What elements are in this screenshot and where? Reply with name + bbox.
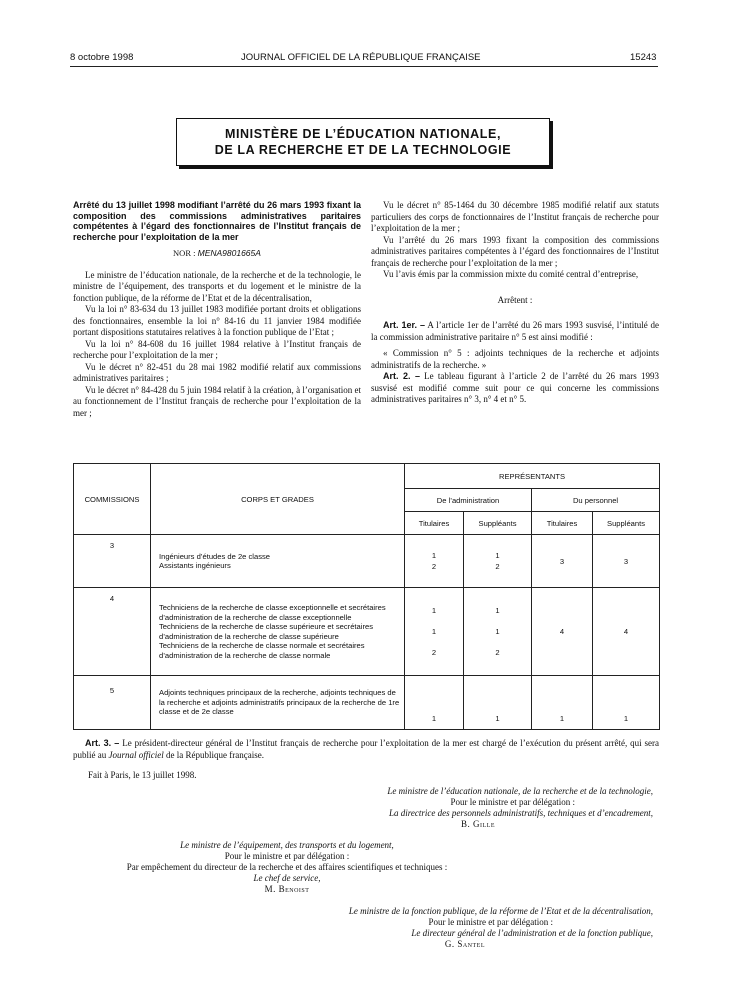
admin-suppleants-cell [464, 535, 532, 588]
table-header-row [74, 464, 660, 489]
header-journal-title: JOURNAL OFFICIEL DE LA RÉPUBLIQUE FRANÇAISE [241, 52, 481, 63]
arrete-title: Arrêté du 13 juillet 1998 modifiant l’arrêté du 26 mars 1993 fixant la composition des commissions administratives paritaires compétentes à l’égard des fonctionnaires de l’Institut français de recherche pour l’exploitation de la mer [73, 200, 361, 242]
table-row [74, 535, 660, 588]
signature-block-2 [72, 840, 502, 895]
ministry-line-2: DE LA RECHERCHE ET DE LA TECHNOLOGIE [214, 143, 512, 157]
journal-officiel: Journal officiel [108, 749, 164, 760]
value: 2 [495, 648, 500, 657]
visa-paragraph: Vu le décret n° 82-451 du 28 mai 1982 modifié relatif aux commissions administratives paritaires ; [73, 361, 361, 383]
header-personnel: Du personnel [532, 489, 660, 512]
article-3-text: Le président-directeur général de l’Institut français de recherche pour l’exploitation de la mer est chargé de l’exécution du présent arrêté, qui sera publié au [73, 738, 660, 760]
article-2-label: Art. 2. – [383, 371, 420, 381]
visa-paragraph: Vu le décret n° 85-1464 du 30 décembre 1985 modifié relatif aux statuts particuliers des corps de fonctionnaires de l’Institut français de recherche pour l’exploitation de la mer ; [371, 200, 659, 233]
personnel-titulaires-cell: 3 [532, 535, 593, 588]
value: 1 [431, 606, 437, 615]
visa-paragraph: Vu le décret n° 84-428 du 5 juin 1984 relatif à la création, à l’organisation et au fonctionnement de l’Institut français de recherche pour l’exploitation de la mer ; [73, 384, 361, 418]
header-representants: REPRÉSENTANTS [405, 464, 660, 489]
header-suppleants: Suppléants [464, 512, 532, 535]
delegation-line: Pour le ministre et par délégation : [224, 851, 350, 861]
grade-line: Adjoints techniques principaux de la recherche, adjoints techniques de la recherche et adjoints administratifs principaux de la recherche de 1re classe et de 2e classe [159, 688, 400, 717]
nor-code: MENA9801665A [197, 248, 261, 258]
signatory-role: Le chef de service, [253, 873, 321, 883]
article-1-label: Art. 1er. – [383, 320, 426, 330]
delegation-line: Pour le ministre et par délégation : [428, 917, 553, 927]
nor-reference [73, 248, 361, 260]
personnel-suppleants-cell: 1 [593, 676, 660, 730]
personnel-titulaires-cell: 4 [532, 588, 593, 676]
article-2-text: Le tableau figurant à l’article 2 de l’arrêté du 26 mars 1993 susvisé est modifié comme suit pour ce qui concerne les commissions administratives paritaires n° 3, n° 4 et n° 5. [371, 371, 659, 404]
table-row [74, 676, 660, 730]
article-1-quote: « Commission n° 5 : adjoints techniques de la recherche et adjoints administratifs de la recherche. » [371, 348, 659, 370]
article-3 [73, 738, 659, 761]
value: 2 [495, 562, 500, 571]
header-titulaires: Titulaires [532, 512, 593, 535]
ministry-line-1: MINISTÈRE DE L’ÉDUCATION NATIONALE, [224, 127, 502, 141]
admin-suppleants-cell [464, 588, 532, 676]
signatory-name: M. Benoist [264, 884, 310, 894]
article-3-label: Art. 3. – [85, 738, 120, 748]
arretent-heading: Arrêtent : [497, 294, 533, 305]
commission-number: 5 [74, 676, 151, 730]
visa-paragraph: Vu la loi n° 83-634 du 13 juillet 1983 modifiée portant droits et obligations des fonctionnaires, ensemble la loi n° 84-16 du 11 janvier 1984 modifiée portant dispositions statutaires relatives à la fonction publique de l’Etat ; [73, 304, 361, 337]
right-column [371, 200, 659, 406]
left-column [73, 200, 361, 419]
grade-line: Ingénieurs d’études de 2e classe [159, 551, 271, 561]
grades-cell [151, 676, 405, 730]
grade-line: Techniciens de la recherche de classe exceptionnelle et secrétaires d’administration de la recherche de classe exceptionnelle [159, 603, 386, 622]
personnel-suppleants-cell: 4 [593, 588, 660, 676]
table-row [74, 588, 660, 676]
value: 1 [495, 551, 500, 560]
visa-paragraph: Vu la loi n° 84-608 du 16 juillet 1984 relative à l’Institut français de recherche pour l’exploitation de la mer ; [73, 338, 361, 360]
article-3-text-end: de la République française. [166, 749, 264, 760]
personnel-titulaires-cell: 1 [532, 676, 593, 730]
commissions-table [73, 463, 660, 730]
visa-paragraph: Vu l’arrêté du 26 mars 1993 fixant la composition des commissions administratives paritaires compétentes à l’égard des fonctionnaires de l’Institut français de recherche pour l’exploitation de la mer ; [371, 234, 659, 268]
commission-number: 3 [74, 535, 151, 588]
header-titulaires: Titulaires [405, 512, 464, 535]
nor-label: NOR : [173, 248, 196, 258]
grades-cell [151, 588, 405, 676]
empechement-line: Par empêchement du directeur de la recherche et des affaires scientifiques et techniques : [126, 862, 448, 872]
article-1 [371, 320, 659, 343]
header-suppleants: Suppléants [593, 512, 660, 535]
value: 1 [495, 606, 500, 615]
article-2 [371, 371, 659, 406]
signatory-title: Le ministre de l’équipement, des transports et du logement, [180, 840, 394, 850]
fait-a-paris: Fait à Paris, le 13 juillet 1998. [88, 770, 197, 780]
header-date: 8 octobre 1998 [70, 52, 134, 63]
personnel-suppleants-cell: 3 [593, 535, 660, 588]
signatory-title: Le ministre de l’éducation nationale, de la recherche et de la technologie, [387, 786, 653, 796]
grade-line: Techniciens de la recherche de classe normale et secrétaires d’administration de la recherche de classe normale [159, 641, 365, 660]
value: 1 [431, 627, 437, 636]
signatory-role: Le directeur général de l’administration et de la fonction publique, [411, 928, 653, 938]
header-rule [70, 66, 658, 67]
signatory-title: Le ministre de la fonction publique, de la réforme de l’Etat et de la décentralisation, [348, 906, 653, 916]
signatory-name: G. Santel [444, 939, 485, 949]
grade-line: Assistants ingénieurs [159, 561, 231, 570]
article-1-text: A l’article 1er de l’arrêté du 26 mars 1993 susvisé, l’intitulé de la commission administrative paritaire n° 5 est ainsi modifié : [371, 320, 659, 342]
header-commissions: COMMISSIONS [74, 464, 151, 535]
delegation-line: Pour le ministre et par délégation : [450, 797, 575, 807]
value: 1 [431, 551, 437, 560]
value: 2 [431, 648, 437, 657]
signatory-role: La directrice des personnels administratifs, techniques et d’encadrement, [388, 808, 653, 818]
ministry-title-box [176, 118, 550, 166]
value: 2 [431, 562, 437, 571]
header-corps-grades: CORPS ET GRADES [151, 464, 405, 535]
preamble-paragraph: Le ministre de l’éducation nationale, de la recherche et de la technologie, le ministre de l’équipement, des transports et du logement et le ministre de la fonction publique, de la réforme de l’Etat et de la décentralisation, [73, 269, 361, 303]
header-page-number: 15243 [630, 52, 657, 63]
signature-block-3 [233, 906, 653, 950]
admin-titulaires-cell [405, 588, 464, 676]
admin-suppleants-cell: 1 [464, 676, 532, 730]
grade-line: Techniciens de la recherche de classe supérieure et secrétaires d’administration de la recherche de classe supérieure [159, 622, 374, 641]
grades-cell [151, 535, 405, 588]
signatory-name: B. Gille [461, 819, 495, 829]
admin-titulaires-cell [405, 535, 464, 588]
visa-paragraph: Vu l’avis émis par la commission mixte du comité central d’entreprise, [383, 269, 639, 279]
admin-titulaires-cell: 1 [405, 676, 464, 730]
value: 1 [495, 627, 500, 636]
header-administration: De l’administration [405, 489, 532, 512]
commission-number: 4 [74, 588, 151, 676]
signature-block-1 [253, 786, 653, 830]
